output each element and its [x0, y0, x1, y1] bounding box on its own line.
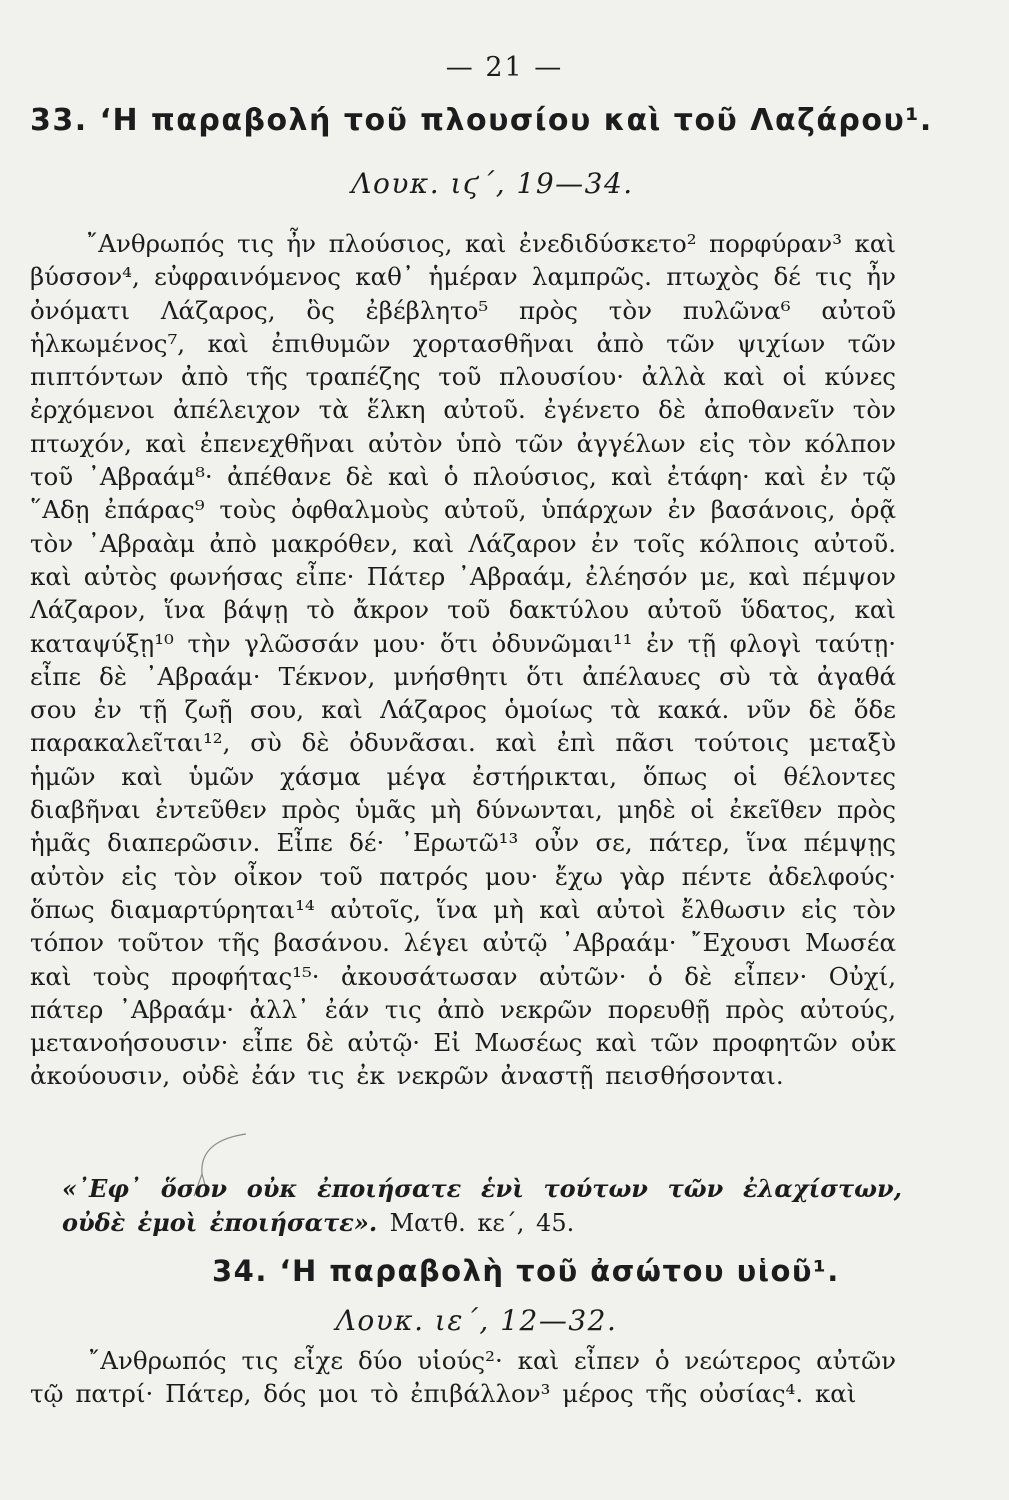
section-33-reference: Λουκ. ιϛ΄, 19—34. — [351, 167, 634, 200]
page-number: — 21 — — [445, 52, 564, 83]
section-33-quote — [62, 1172, 902, 1240]
section-34-title: 34. ‘Η παραβολὴ τοῦ ἀσώτου υἱοῦ¹. — [212, 1254, 840, 1288]
section-33-title: 33. ‘Η παραβολή τοῦ πλουσίου καὶ τοῦ Λαζάρου¹. — [30, 103, 933, 138]
section-33-body: ῎Ανθρωπός τις ἦν πλούσιος, καὶ ἐνεδιδύσκετο² πορφύραν³ καὶ βύσσον⁴, εὐφραινόμενος καθ᾽ ἡμέραν λαμπρῶς. πτωχὸς δέ τις ἦν ὀνόματι Λάζαρος, ὃς ἐβέβλητο⁵ πρὸς τὸν πυλῶνα⁶ αὐτοῦ ἡλκωμένος⁷, καὶ ἐπιθυμῶν χορτασθῆναι ἀπὸ τῶν ψιχίων τῶν πιπτόντων ἀπὸ τῆς τραπέζης τοῦ πλουσίου· ἀλλὰ καὶ οἱ κύνες ἐρχόμενοι ἀπέλειχον τὰ ἕλκη αὐτοῦ. ἐγένετο δὲ ἀποθανεῖν τὸν πτωχόν, καὶ ἐπενεχθῆναι αὐτὸν ὑπὸ τῶν ἀγγέλων εἰς τὸν κόλπον τοῦ ᾿Αβραάμ⁸· ἀπέθανε δὲ καὶ ὁ πλούσιος, καὶ ἐτάφη· καὶ ἐν τῷ ῞Αδῃ ἐπάρας⁹ τοὺς ὀφθαλμοὺς αὐτοῦ, ὑπάρχων ἐν βασάνοις, ὁρᾷ τὸν ᾿Αβραὰμ ἀπὸ μακρόθεν, καὶ Λάζαρον ἐν τοῖς κόλποις αὐτοῦ. καὶ αὐτὸς φωνήσας εἶπε· Πάτερ ᾿Αβραάμ, ἐλέησόν με, καὶ πέμψον Λάζαρον, ἵνα βάψῃ τὸ ἄκρον τοῦ δακτύλου αὐτοῦ ὕδατος, καὶ καταψύξῃ¹⁰ τὴν γλῶσσάν μου· ὅτι ὀδυνῶμαι¹¹ ἐν τῇ φλογὶ ταύτῃ· εἶπε δὲ ᾿Αβραάμ· Τέκνον, μνήσθητι ὅτι ἀπέλαυες σὺ τὰ ἀγαθά σου ἐν τῇ ζωῇ σου, καὶ Λάζαρος ὁμοίως τὰ κακά. νῦν δὲ ὅδε παρακαλεῖται¹², σὺ δὲ ὀδυνᾶσαι. καὶ ἐπὶ πᾶσι τούτοις μεταξὺ ἡμῶν καὶ ὑμῶν χάσμα μέγα ἐστήρικται, ὅπως οἱ θέλοντες διαβῆναι ἐντεῦθεν πρὸς ὑμᾶς μὴ δύνωνται, μηδὲ οἱ ἐκεῖθεν πρὸς ἡμᾶς διαπερῶσιν. Εἶπε δέ· ᾿Ερωτῶ¹³ οὖν σε, πάτερ, ἵνα πέμψῃς αὐτὸν εἰς τὸν οἶκον τοῦ πατρός μου· ἔχω γὰρ πέντε ἀδελφούς· ὅπως διαμαρτύρηται¹⁴ αὐτοῖς, ἵνα μὴ καὶ αὐτοὶ ἔλθωσιν εἰς τὸν τόπον τοῦτον τῆς βασάνου. λέγει αὐτῷ ᾿Αβραάμ· ῎Εχουσι Μωσέα καὶ τοὺς προφήτας¹⁵· ἀκουσάτωσαν αὐτῶν· ὁ δὲ εἶπεν· Οὐχί, πάτερ ᾿Αβραάμ· ἀλλ᾽ ἐάν τις ἀπὸ νεκρῶν πορευθῇ πρὸς αὐτούς, μετανοήσουσιν· εἶπε δὲ αὐτῷ· Εἰ Μωσέως καὶ τῶν προφητῶν οὐκ ἀκούουσιν, οὐδὲ ἐάν τις ἐκ νεκρῶν ἀναστῇ πεισθήσονται. — [30, 229, 896, 1091]
quote-reference: Ματθ. κε΄, 45. — [389, 1208, 575, 1237]
quote-text: «᾿Εφ᾽ ὅσον οὐκ ἐποιήσατε ἑνὶ τούτων τῶν ἐλαχίστων, οὐδὲ ἐμοὶ ἐποιήσατε». — [62, 1174, 902, 1237]
section-34-body: ῎Ανθρωπός τις εἶχε δύο υἱούς²· καὶ εἶπεν ὁ νεώτερος αὐτῶν τῷ πατρί· Πάτερ, δός μοι τὸ ἐπιβάλλον³ μέρος τῆς οὐσίας⁴. καὶ — [30, 1346, 896, 1409]
section-34-reference: Λουκ. ιε΄, 12—32. — [335, 1304, 618, 1337]
